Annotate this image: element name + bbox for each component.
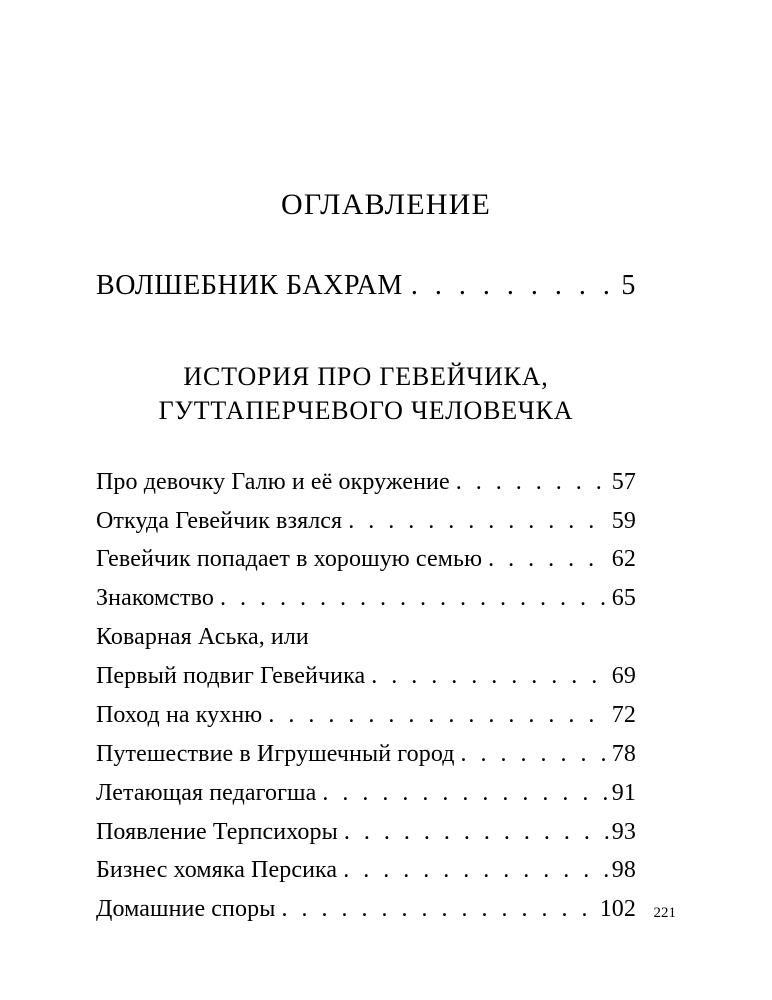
toc-entry-label: Откуда Гевейчик взялся: [96, 507, 343, 534]
toc-entry-page: 98: [611, 857, 636, 884]
list-item: [96, 890, 636, 929]
toc-entry-label: Бизнес хомяка Персика: [96, 857, 338, 884]
toc-entry-page: 102: [599, 896, 636, 923]
dot-leader: [456, 463, 609, 502]
toc-section-heading-line1: ИСТОРИЯ ПРО ГЕВЕЙЧИКА,: [183, 362, 549, 391]
toc-entry-label: Появление Терпсихоры: [96, 818, 338, 845]
toc-entry-page: 65: [611, 585, 636, 612]
dot-leader: [411, 270, 617, 302]
dot-leader: [488, 540, 609, 579]
toc-entry-page: 78: [611, 740, 636, 767]
toc-entry-label: Знакомство: [96, 585, 214, 612]
dot-leader: [344, 813, 609, 852]
toc-entry-page: 93: [611, 818, 636, 845]
toc-part-title: ВОЛШЕБНИК БАХРАМ: [96, 270, 403, 301]
toc-entry-label: Про девочку Галю и её окружение: [96, 468, 450, 495]
toc-entry-label: Домашние споры: [96, 896, 276, 923]
dot-leader: [371, 657, 609, 696]
list-item: [96, 540, 636, 579]
list-item: [96, 579, 636, 618]
toc-entry-page: 59: [611, 507, 636, 534]
list-item: [96, 774, 636, 813]
list-item: [96, 657, 636, 696]
list-item: [96, 502, 636, 541]
toc-entry-page: 57: [611, 468, 636, 495]
toc-entry-list: [96, 463, 636, 930]
page-title: ОГЛАВЛЕНИЕ: [281, 188, 491, 221]
page-number: 221: [653, 905, 676, 921]
toc-section-heading-line2: ГУТТАПЕРЧЕВОГО ЧЕЛОВЕЧКА: [158, 396, 574, 426]
list-item: [96, 696, 636, 735]
dot-leader: [461, 735, 609, 774]
toc-entry-label: Путешествие в Игрушечный город: [96, 740, 455, 767]
toc-section-heading: [96, 360, 636, 429]
list-item: [96, 735, 636, 774]
toc-content: [96, 270, 636, 929]
dot-leader: [268, 696, 608, 735]
toc-entry-label: Летающая педагогша: [96, 779, 317, 806]
dot-leader: [220, 579, 609, 618]
toc-entry-page: 91: [611, 779, 636, 806]
list-item: [96, 851, 636, 890]
dot-leader: [348, 502, 609, 541]
dot-leader: [322, 774, 608, 813]
toc-entry-label: Первый подвиг Гевейчика: [96, 663, 366, 689]
toc-entry-label: Гевейчик попадает в хорошую семью: [96, 546, 483, 573]
dot-leader: [343, 851, 609, 890]
toc-entry-label: Поход на кухню: [96, 701, 263, 728]
toc-entry-page: 62: [611, 546, 636, 573]
list-item: [96, 463, 636, 502]
toc-entry-page: 72: [611, 701, 636, 728]
toc-part-entry: [96, 270, 636, 302]
list-item: [96, 813, 636, 852]
toc-entry-page: 69: [611, 663, 636, 689]
toc-part-page: 5: [621, 270, 636, 301]
toc-entry-label: Коварная Аська, или: [96, 624, 309, 651]
dot-leader: [281, 890, 596, 929]
list-item: [96, 618, 636, 657]
